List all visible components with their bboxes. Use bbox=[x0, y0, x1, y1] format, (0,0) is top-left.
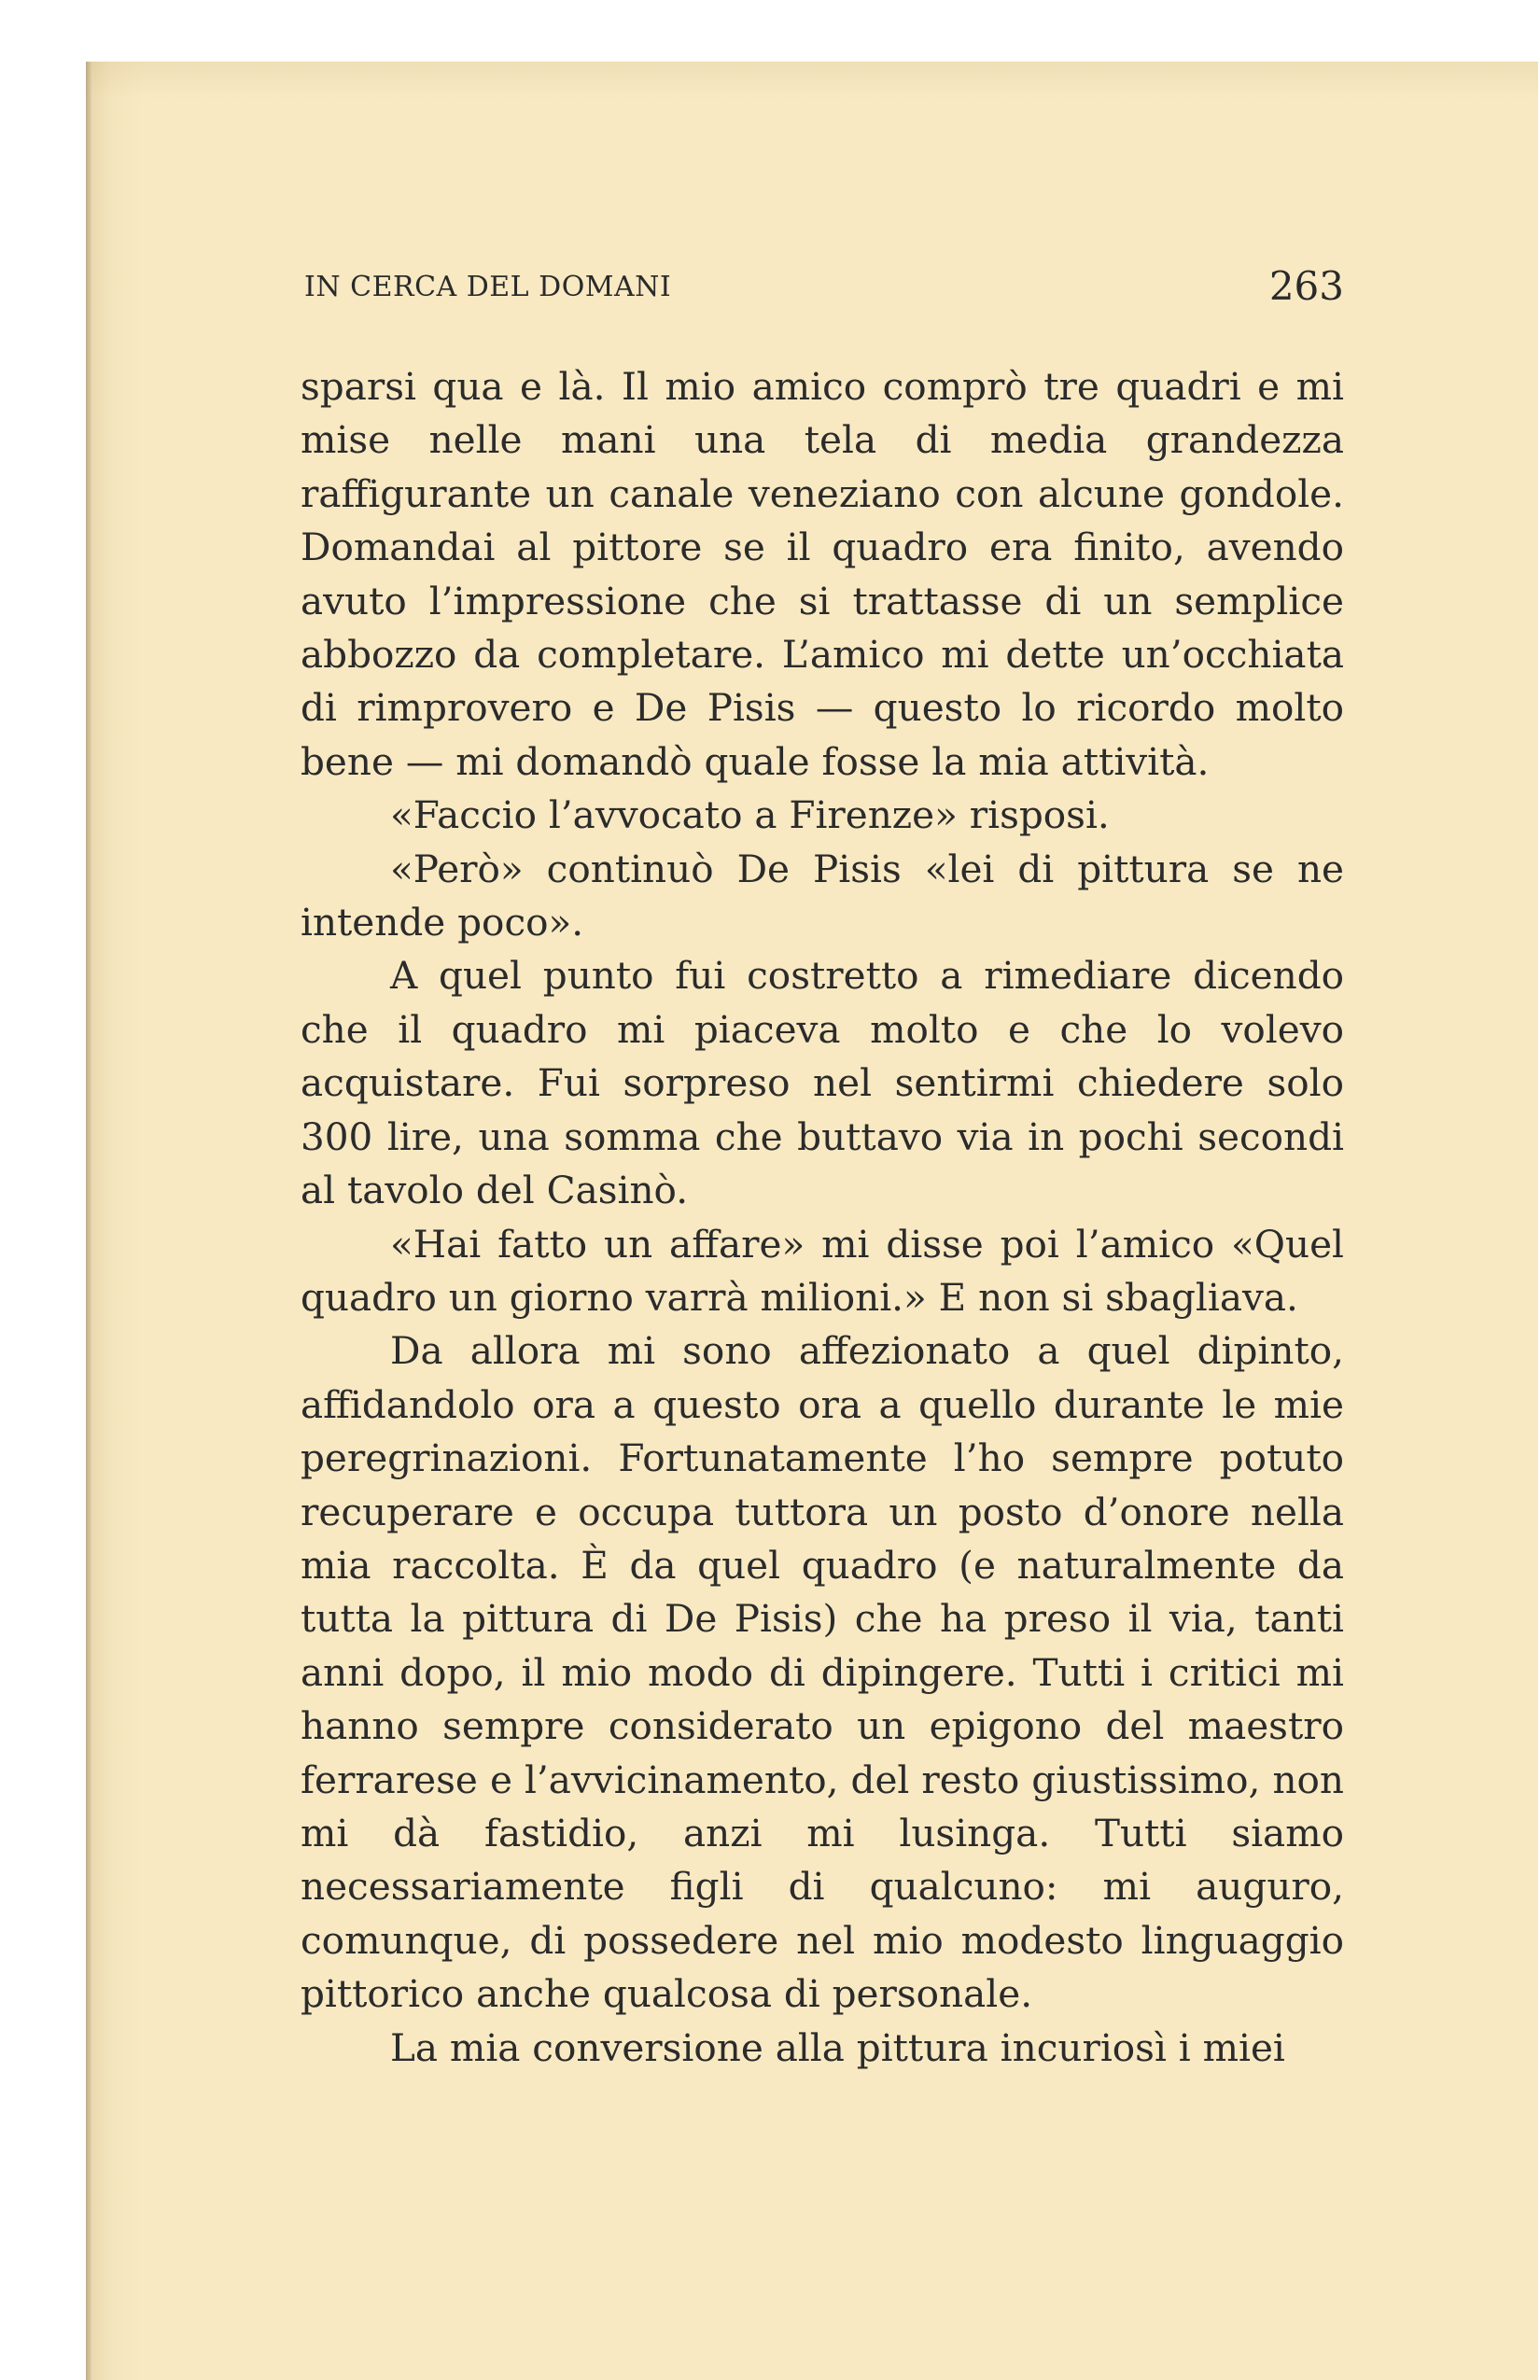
paragraph: «Faccio l’avvocato a Firenze» risposi. bbox=[390, 792, 1110, 838]
page-header bbox=[304, 263, 1344, 310]
paragraph: Da allora mi sono affezionato a quel dipinto, affidandolo ora a questo ora a quello durante le mie peregrinazioni. Fortunatamente l’ho sempre potuto recuperare e occupa tuttora un posto d’onore nella mia raccolta. È da quel quadro (e naturalmente da tutta la pittura di De Pisis) che ha preso il via, tanti anni dopo, il mio modo di dipingere. Tutti i critici mi hanno sempre considerato un epigono del maestro ferrarese e l’avvicinamento, del resto giustissimo, non mi dà fastidio, anzi mi lusinga. Tutti siamo necessariamente figli di qualcuno: mi auguro, comunque, di possedere nel mio modesto linguaggio pittorico anche qualcosa di personale. bbox=[301, 1328, 1344, 2017]
body-text bbox=[301, 360, 1344, 2075]
paragraph: «Hai fatto un affare» mi disse poi l’amico «Quel quadro un giorno varrà milioni.» E non si sbagliava. bbox=[301, 1221, 1344, 1320]
paragraph: La mia conversione alla pittura incuriosì i miei bbox=[390, 2024, 1285, 2070]
paragraph: sparsi qua e là. Il mio amico comprò tre quadri e mi mise nelle mani una tela di media grandezza raffigurante un canale veneziano con alcune gondole. Domandai al pittore se il quadro era finito, avendo avuto l’impressione che si trattasse di un semplice abbozzo da completare. L’amico mi dette un’occhiata di rimprovero e De Pisis — questo lo ricordo molto bene — mi domandò quale fosse la mia attività. bbox=[301, 364, 1344, 784]
running-head: IN CERCA DEL DOMANI bbox=[304, 271, 672, 303]
paragraph: A quel punto fui costretto a rimediare dicendo che il quadro mi piaceva molto e che lo volevo acquistare. Fui sorpreso nel sentirmi chiedere solo 300 lire, una somma che buttavo via in pochi secondi al tavolo del Casinò. bbox=[301, 953, 1344, 1213]
paper-left-edge bbox=[86, 62, 91, 2380]
page-number: 263 bbox=[1268, 263, 1344, 309]
paragraph: «Però» continuò De Pisis «lei di pittura se ne intende poco». bbox=[301, 846, 1344, 945]
